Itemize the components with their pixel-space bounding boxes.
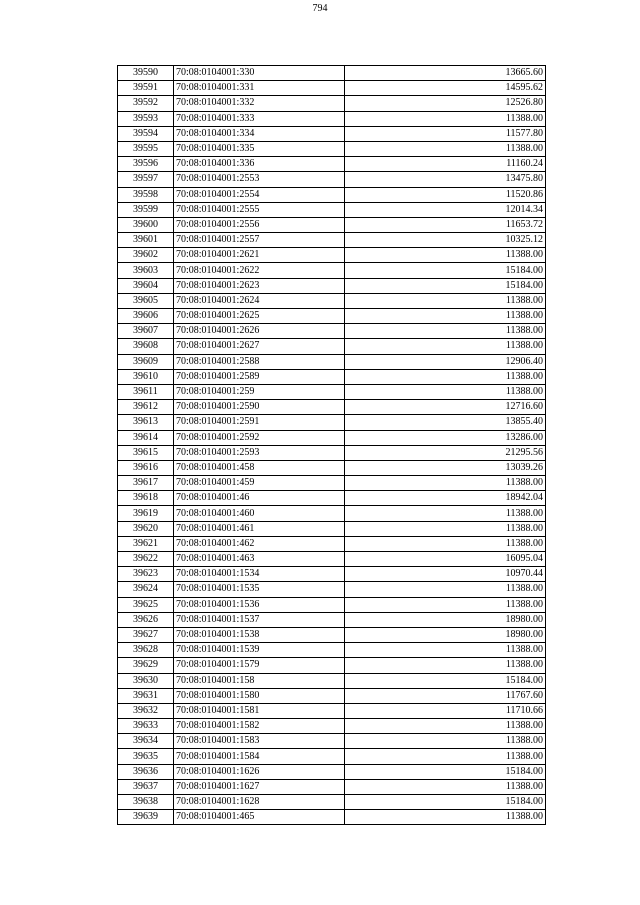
cadastral-number-cell: 70:08:0104001:1579 bbox=[174, 658, 345, 673]
cadastral-number-cell: 70:08:0104001:2554 bbox=[174, 187, 345, 202]
value-cell: 13039.26 bbox=[345, 460, 546, 475]
table-row bbox=[118, 703, 546, 718]
value-cell: 11388.00 bbox=[345, 643, 546, 658]
cadastral-number-cell: 70:08:0104001:1537 bbox=[174, 612, 345, 627]
table-row bbox=[118, 354, 546, 369]
cadastral-number-cell: 70:08:0104001:336 bbox=[174, 157, 345, 172]
value-cell: 11160.24 bbox=[345, 157, 546, 172]
row-number-cell: 39633 bbox=[118, 719, 174, 734]
table-row bbox=[118, 688, 546, 703]
table-body bbox=[118, 66, 546, 825]
table-row bbox=[118, 339, 546, 354]
table-row bbox=[118, 217, 546, 232]
cadastral-number-cell: 70:08:0104001:1583 bbox=[174, 734, 345, 749]
value-cell: 11388.00 bbox=[345, 369, 546, 384]
table-row bbox=[118, 643, 546, 658]
value-cell: 11388.00 bbox=[345, 582, 546, 597]
value-cell: 11388.00 bbox=[345, 810, 546, 825]
row-number-cell: 39639 bbox=[118, 810, 174, 825]
value-cell: 11388.00 bbox=[345, 658, 546, 673]
row-number-cell: 39632 bbox=[118, 703, 174, 718]
row-number-cell: 39614 bbox=[118, 430, 174, 445]
cadastral-number-cell: 70:08:0104001:2624 bbox=[174, 293, 345, 308]
row-number-cell: 39615 bbox=[118, 445, 174, 460]
value-cell: 11388.00 bbox=[345, 309, 546, 324]
cadastral-number-cell: 70:08:0104001:1628 bbox=[174, 795, 345, 810]
cadastral-number-cell: 70:08:0104001:2557 bbox=[174, 233, 345, 248]
cadastral-number-cell: 70:08:0104001:333 bbox=[174, 111, 345, 126]
table-row bbox=[118, 749, 546, 764]
table-row bbox=[118, 384, 546, 399]
row-number-cell: 39638 bbox=[118, 795, 174, 810]
row-number-cell: 39593 bbox=[118, 111, 174, 126]
cadastral-number-cell: 70:08:0104001:1534 bbox=[174, 567, 345, 582]
table-row bbox=[118, 278, 546, 293]
table-row bbox=[118, 719, 546, 734]
value-cell: 13286.00 bbox=[345, 430, 546, 445]
cadastral-number-cell: 70:08:0104001:334 bbox=[174, 126, 345, 141]
table-row bbox=[118, 445, 546, 460]
row-number-cell: 39623 bbox=[118, 567, 174, 582]
table-row bbox=[118, 248, 546, 263]
value-cell: 11388.00 bbox=[345, 597, 546, 612]
row-number-cell: 39598 bbox=[118, 187, 174, 202]
page-number: 794 bbox=[312, 3, 328, 14]
table-row bbox=[118, 567, 546, 582]
cadastral-number-cell: 70:08:0104001:46 bbox=[174, 491, 345, 506]
table-row bbox=[118, 293, 546, 308]
value-cell: 12906.40 bbox=[345, 354, 546, 369]
table-row bbox=[118, 126, 546, 141]
table-row bbox=[118, 795, 546, 810]
table-row bbox=[118, 415, 546, 430]
table-row bbox=[118, 612, 546, 627]
value-cell: 11388.00 bbox=[345, 293, 546, 308]
value-cell: 18942.04 bbox=[345, 491, 546, 506]
table-row bbox=[118, 202, 546, 217]
table-row bbox=[118, 157, 546, 172]
table-row bbox=[118, 460, 546, 475]
row-number-cell: 39591 bbox=[118, 81, 174, 96]
value-cell: 15184.00 bbox=[345, 673, 546, 688]
cadastral-number-cell: 70:08:0104001:1582 bbox=[174, 719, 345, 734]
cadastral-number-cell: 70:08:0104001:1626 bbox=[174, 764, 345, 779]
row-number-cell: 39626 bbox=[118, 612, 174, 627]
table-row bbox=[118, 111, 546, 126]
table-row bbox=[118, 521, 546, 536]
cadastral-number-cell: 70:08:0104001:335 bbox=[174, 141, 345, 156]
cadastral-number-cell: 70:08:0104001:2626 bbox=[174, 324, 345, 339]
row-number-cell: 39606 bbox=[118, 309, 174, 324]
row-number-cell: 39603 bbox=[118, 263, 174, 278]
value-cell: 11388.00 bbox=[345, 111, 546, 126]
cadastral-number-cell: 70:08:0104001:330 bbox=[174, 66, 345, 81]
row-number-cell: 39616 bbox=[118, 460, 174, 475]
row-number-cell: 39610 bbox=[118, 369, 174, 384]
value-cell: 14595.62 bbox=[345, 81, 546, 96]
value-cell: 11520.86 bbox=[345, 187, 546, 202]
value-cell: 12526.80 bbox=[345, 96, 546, 111]
table-row bbox=[118, 597, 546, 612]
value-cell: 11388.00 bbox=[345, 248, 546, 263]
value-cell: 11388.00 bbox=[345, 141, 546, 156]
row-number-cell: 39617 bbox=[118, 476, 174, 491]
cadastral-number-cell: 70:08:0104001:1535 bbox=[174, 582, 345, 597]
table-row bbox=[118, 734, 546, 749]
row-number-cell: 39604 bbox=[118, 278, 174, 293]
row-number-cell: 39602 bbox=[118, 248, 174, 263]
value-cell: 11388.00 bbox=[345, 749, 546, 764]
value-cell: 12716.60 bbox=[345, 400, 546, 415]
cadastral-number-cell: 70:08:0104001:2623 bbox=[174, 278, 345, 293]
row-number-cell: 39590 bbox=[118, 66, 174, 81]
value-cell: 11577.80 bbox=[345, 126, 546, 141]
table-row bbox=[118, 96, 546, 111]
cadastral-number-cell: 70:08:0104001:2627 bbox=[174, 339, 345, 354]
cadastral-number-cell: 70:08:0104001:465 bbox=[174, 810, 345, 825]
row-number-cell: 39622 bbox=[118, 552, 174, 567]
row-number-cell: 39605 bbox=[118, 293, 174, 308]
table-row bbox=[118, 66, 546, 81]
cadastral-number-cell: 70:08:0104001:460 bbox=[174, 506, 345, 521]
table-row bbox=[118, 430, 546, 445]
table-row bbox=[118, 552, 546, 567]
table-row bbox=[118, 536, 546, 551]
cadastral-number-cell: 70:08:0104001:2556 bbox=[174, 217, 345, 232]
cadastral-number-cell: 70:08:0104001:462 bbox=[174, 536, 345, 551]
row-number-cell: 39609 bbox=[118, 354, 174, 369]
table-row bbox=[118, 187, 546, 202]
row-number-cell: 39634 bbox=[118, 734, 174, 749]
table-row bbox=[118, 673, 546, 688]
value-cell: 21295.56 bbox=[345, 445, 546, 460]
row-number-cell: 39618 bbox=[118, 491, 174, 506]
cadastral-number-cell: 70:08:0104001:332 bbox=[174, 96, 345, 111]
cadastral-number-cell: 70:08:0104001:331 bbox=[174, 81, 345, 96]
row-number-cell: 39601 bbox=[118, 233, 174, 248]
cadastral-number-cell: 70:08:0104001:1580 bbox=[174, 688, 345, 703]
table-row bbox=[118, 263, 546, 278]
value-cell: 10325.12 bbox=[345, 233, 546, 248]
row-number-cell: 39611 bbox=[118, 384, 174, 399]
cadastral-number-cell: 70:08:0104001:463 bbox=[174, 552, 345, 567]
value-cell: 11388.00 bbox=[345, 339, 546, 354]
row-number-cell: 39613 bbox=[118, 415, 174, 430]
value-cell: 13855.40 bbox=[345, 415, 546, 430]
table-row bbox=[118, 658, 546, 673]
cadastral-number-cell: 70:08:0104001:2590 bbox=[174, 400, 345, 415]
table-row bbox=[118, 233, 546, 248]
value-cell: 11653.72 bbox=[345, 217, 546, 232]
table-row bbox=[118, 369, 546, 384]
cadastral-value-table bbox=[117, 65, 546, 825]
row-number-cell: 39627 bbox=[118, 627, 174, 642]
value-cell: 11388.00 bbox=[345, 719, 546, 734]
row-number-cell: 39608 bbox=[118, 339, 174, 354]
value-cell: 11388.00 bbox=[345, 324, 546, 339]
value-cell: 10970.44 bbox=[345, 567, 546, 582]
value-cell: 15184.00 bbox=[345, 795, 546, 810]
table-row bbox=[118, 81, 546, 96]
row-number-cell: 39630 bbox=[118, 673, 174, 688]
value-cell: 15184.00 bbox=[345, 764, 546, 779]
table-row bbox=[118, 491, 546, 506]
table-row bbox=[118, 141, 546, 156]
row-number-cell: 39600 bbox=[118, 217, 174, 232]
cadastral-number-cell: 70:08:0104001:2625 bbox=[174, 309, 345, 324]
row-number-cell: 39631 bbox=[118, 688, 174, 703]
row-number-cell: 39635 bbox=[118, 749, 174, 764]
cadastral-number-cell: 70:08:0104001:2591 bbox=[174, 415, 345, 430]
row-number-cell: 39625 bbox=[118, 597, 174, 612]
table-row bbox=[118, 764, 546, 779]
cadastral-number-cell: 70:08:0104001:1627 bbox=[174, 779, 345, 794]
cadastral-number-cell: 70:08:0104001:1539 bbox=[174, 643, 345, 658]
table-row bbox=[118, 779, 546, 794]
cadastral-number-cell: 70:08:0104001:158 bbox=[174, 673, 345, 688]
row-number-cell: 39596 bbox=[118, 157, 174, 172]
table-row bbox=[118, 400, 546, 415]
cadastral-number-cell: 70:08:0104001:1581 bbox=[174, 703, 345, 718]
cadastral-number-cell: 70:08:0104001:2588 bbox=[174, 354, 345, 369]
row-number-cell: 39629 bbox=[118, 658, 174, 673]
value-cell: 11388.00 bbox=[345, 734, 546, 749]
table-row bbox=[118, 810, 546, 825]
cadastral-number-cell: 70:08:0104001:1536 bbox=[174, 597, 345, 612]
value-cell: 11710.66 bbox=[345, 703, 546, 718]
row-number-cell: 39612 bbox=[118, 400, 174, 415]
table-row bbox=[118, 309, 546, 324]
value-cell: 11767.60 bbox=[345, 688, 546, 703]
row-number-cell: 39594 bbox=[118, 126, 174, 141]
value-cell: 11388.00 bbox=[345, 476, 546, 491]
table-row bbox=[118, 172, 546, 187]
value-cell: 11388.00 bbox=[345, 506, 546, 521]
row-number-cell: 39595 bbox=[118, 141, 174, 156]
row-number-cell: 39619 bbox=[118, 506, 174, 521]
row-number-cell: 39599 bbox=[118, 202, 174, 217]
value-cell: 15184.00 bbox=[345, 263, 546, 278]
cadastral-number-cell: 70:08:0104001:2553 bbox=[174, 172, 345, 187]
value-cell: 13665.60 bbox=[345, 66, 546, 81]
cadastral-number-cell: 70:08:0104001:2622 bbox=[174, 263, 345, 278]
value-cell: 11388.00 bbox=[345, 521, 546, 536]
row-number-cell: 39624 bbox=[118, 582, 174, 597]
value-cell: 16095.04 bbox=[345, 552, 546, 567]
value-cell: 18980.00 bbox=[345, 627, 546, 642]
value-cell: 13475.80 bbox=[345, 172, 546, 187]
cadastral-number-cell: 70:08:0104001:2593 bbox=[174, 445, 345, 460]
row-number-cell: 39621 bbox=[118, 536, 174, 551]
cadastral-number-cell: 70:08:0104001:1538 bbox=[174, 627, 345, 642]
cadastral-number-cell: 70:08:0104001:2592 bbox=[174, 430, 345, 445]
table-row bbox=[118, 582, 546, 597]
cadastral-number-cell: 70:08:0104001:2621 bbox=[174, 248, 345, 263]
row-number-cell: 39592 bbox=[118, 96, 174, 111]
value-cell: 12014.34 bbox=[345, 202, 546, 217]
value-cell: 11388.00 bbox=[345, 384, 546, 399]
row-number-cell: 39620 bbox=[118, 521, 174, 536]
row-number-cell: 39637 bbox=[118, 779, 174, 794]
table-row bbox=[118, 506, 546, 521]
cadastral-number-cell: 70:08:0104001:259 bbox=[174, 384, 345, 399]
cadastral-number-cell: 70:08:0104001:2555 bbox=[174, 202, 345, 217]
value-cell: 18980.00 bbox=[345, 612, 546, 627]
row-number-cell: 39636 bbox=[118, 764, 174, 779]
cadastral-number-cell: 70:08:0104001:458 bbox=[174, 460, 345, 475]
cadastral-number-cell: 70:08:0104001:1584 bbox=[174, 749, 345, 764]
value-cell: 11388.00 bbox=[345, 779, 546, 794]
row-number-cell: 39628 bbox=[118, 643, 174, 658]
row-number-cell: 39597 bbox=[118, 172, 174, 187]
value-cell: 15184.00 bbox=[345, 278, 546, 293]
table-row bbox=[118, 476, 546, 491]
cadastral-number-cell: 70:08:0104001:461 bbox=[174, 521, 345, 536]
cadastral-number-cell: 70:08:0104001:459 bbox=[174, 476, 345, 491]
table-row bbox=[118, 627, 546, 642]
row-number-cell: 39607 bbox=[118, 324, 174, 339]
cadastral-number-cell: 70:08:0104001:2589 bbox=[174, 369, 345, 384]
value-cell: 11388.00 bbox=[345, 536, 546, 551]
table-row bbox=[118, 324, 546, 339]
